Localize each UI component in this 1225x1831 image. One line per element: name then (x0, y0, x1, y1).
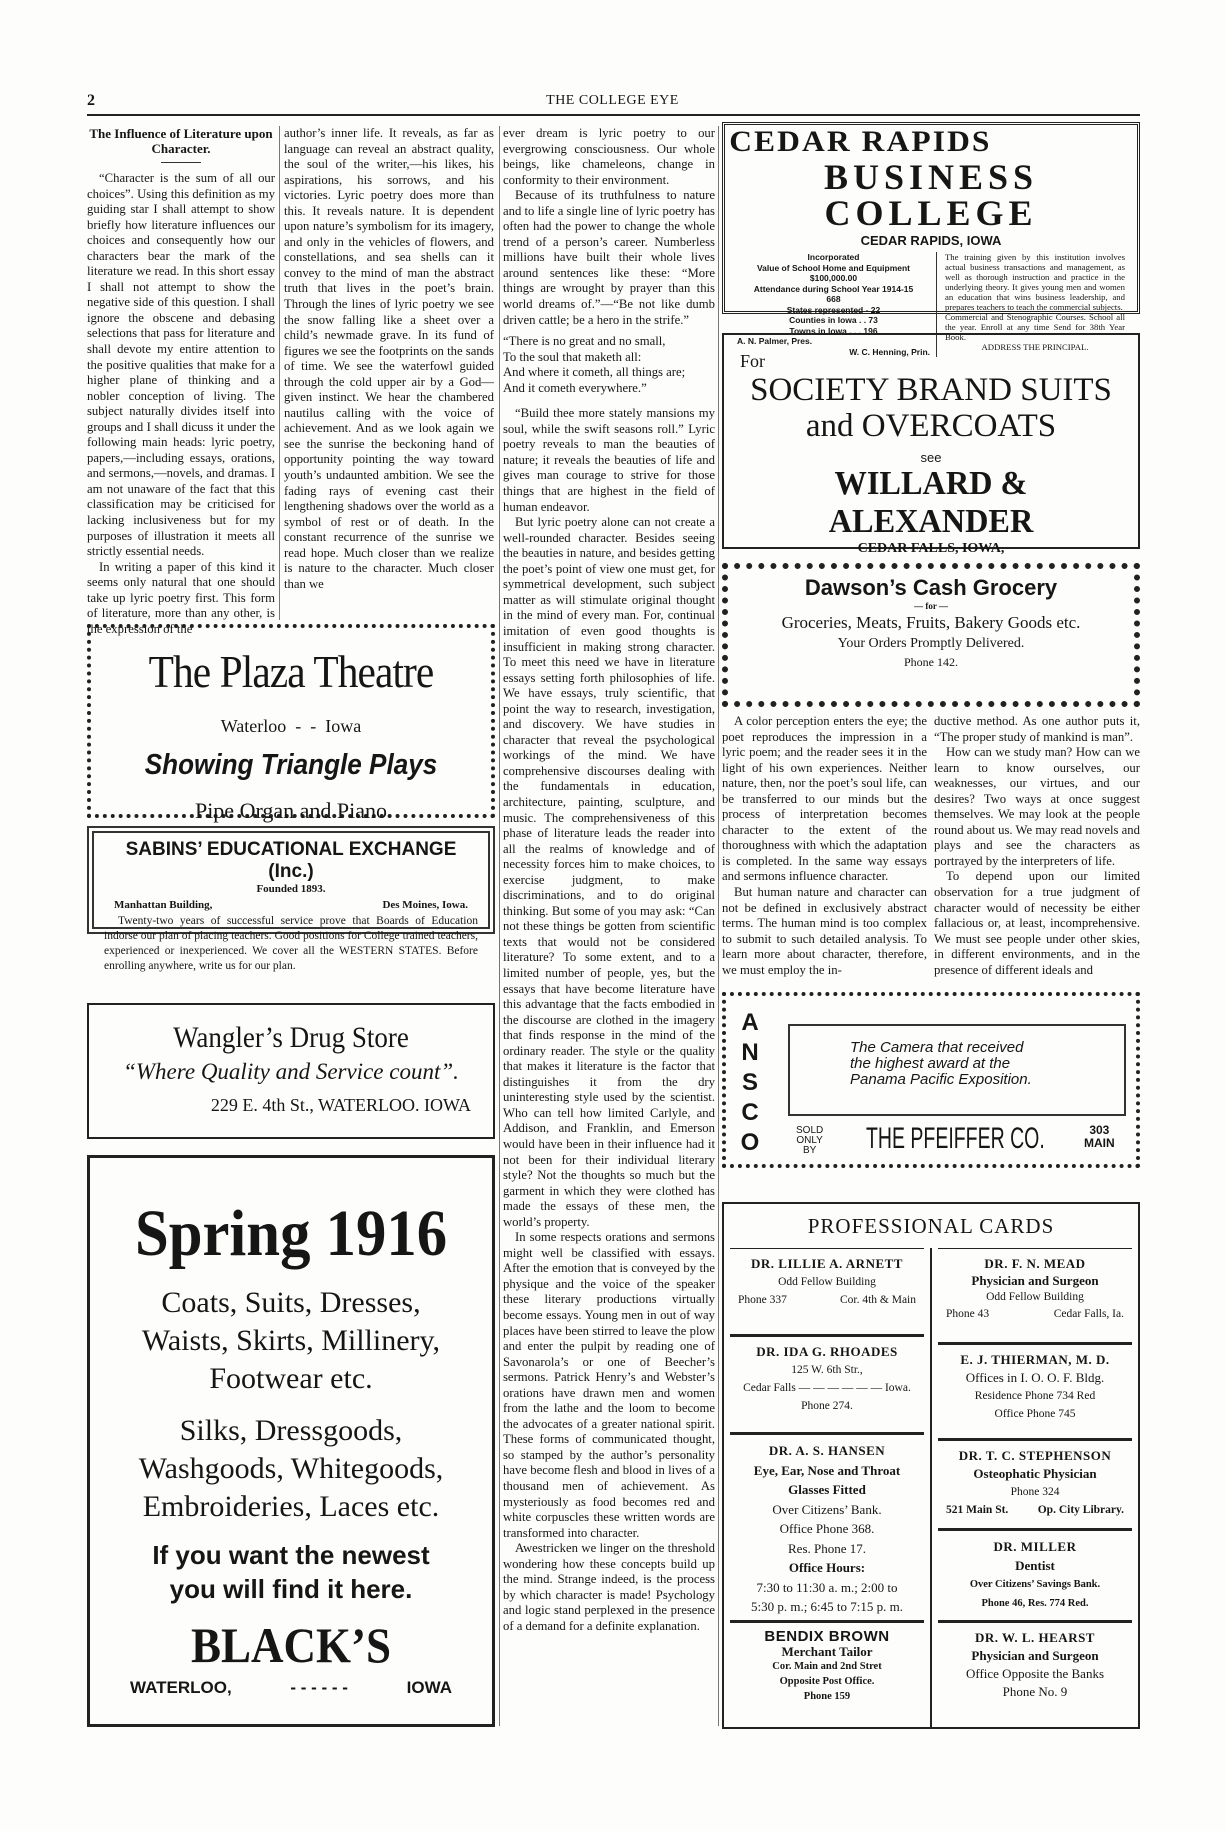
principal: W. C. Henning, Prin. (849, 346, 930, 357)
card-name: DR. LILLIE A. ARNETT (751, 1256, 903, 1271)
card-line: Glasses Fitted (788, 1482, 866, 1497)
ad-tagline: Showing Triangle Plays (144, 749, 438, 781)
ad-title: SABINS’ EDUCATIONAL EXCHANGE (Inc.) (125, 839, 457, 882)
sabins-ad (87, 826, 495, 972)
ad-for: For (740, 351, 766, 371)
card-name: DR. F. N. MEAD (984, 1256, 1086, 1271)
card-phone: Phone No. 9 (1002, 1684, 1068, 1699)
ad-location: Waterloo - - Iowa (220, 716, 362, 736)
dealer-address (1084, 1124, 1115, 1150)
card-hours: 5:30 p. m.; 6:45 to 7:15 p. m. (750, 1599, 904, 1614)
ad-dashes: - - - - - - (290, 1678, 348, 1697)
card-phone: Phone 337 (738, 1294, 787, 1306)
card-location: Op. City Library. (1037, 1504, 1124, 1516)
ansco-camera-ad (722, 992, 1140, 1168)
poem-line: To the soul that maketh all: (503, 349, 642, 364)
paragraph: “Build thee more stately mansions my soul, while the swift seasons roll.” Lyric poetry reveals to man the beauties of nature; it reveals the beauties of life and gives man courage to strive for those things that are highest in the field of human endeavor. (503, 406, 715, 514)
paragraph: To depend upon our limited observation for a true judgment of character would of necessity be either fallacious or, at least, incomprehensive. We must see people under other skies, in different environments, and in the presence of different ideals and (934, 869, 1140, 977)
card-name: DR. A. S. HANSEN (768, 1443, 886, 1458)
title-rule (161, 162, 201, 163)
card-address: Cor. Main and 2nd Stret (772, 1661, 882, 1672)
article-column-4 (722, 714, 927, 988)
article-title: The Influence of Literature upon Character. (89, 126, 273, 156)
ad-word: BY (802, 1145, 817, 1156)
card-name: E. J. THIERMAN, M. D. (960, 1352, 1110, 1367)
newspaper-title: THE COLLEGE EYE (546, 93, 679, 108)
paragraph: author’s inner life. It reveals, as far as language can reveal an abstract quality, the soul of the writer,—his likes, his aspirations, his sorrows, and his victories. Lyric poetry does more than this. It reveals nature. It is dependent upon nature’s symbolism for its imagery, and only in the vehicles of flowers, and constellations, and sea shells can it convey to the mind of man the abstract truth that lives in the poet’s brain. Through the lines of lyric poetry we see the snow falling like a sheet over a child’s newmade grave. In its fund of figures we see the footprints on the sands of time. We see the waterfowl guided through the cold upper air by a God—given instinct. We hear the chambered nautilus calling with the voice of achievement. And as we look again we see the sunrise the beckoning hand of opportunity pointing the way toward youth’s undaunted ambition. We see the fading rays of evening cast their lengthening shadows over the world as a symbol of rest or of death. In the constant recurrence of the sunrise we read hope. Much closer than we realize is nature to the character. Much closer than we (284, 126, 494, 591)
card-location: Opposite Post Office. (779, 1676, 875, 1687)
ad-word: ONLY (796, 1135, 823, 1146)
card-specialty: Dentist (1015, 1558, 1055, 1573)
article-column-2 (284, 126, 494, 620)
card-name: DR. W. L. HEARST (975, 1630, 1095, 1645)
ad-see: see (920, 450, 942, 465)
stat-line: Value of School Home and Equipment (756, 262, 911, 273)
paragraph: How can we study man? How can we learn to know ourselves, our weaknesses, our virtues, and our desires? Two ways at once suggest themselves. We may look at the people round about us. We may read novels and plays and see the characters as portrayed by the interpreters of life. (934, 745, 1140, 868)
article-column-5 (934, 714, 1140, 988)
ad-body-2: Commercial and Stenographic Courses. School all the year. Enroll at any time Send for 38th Year Book. (945, 312, 1125, 342)
brand-letter: O (740, 1129, 760, 1156)
ad-state: IOWA (406, 1678, 452, 1697)
ad-line: the highest award at the (850, 1055, 1011, 1072)
card-specialty: Physician and Surgeon (971, 1273, 1099, 1288)
column-divider (499, 126, 500, 1726)
ad-word: SOLD (796, 1125, 824, 1136)
section-heading: PROFESSIONAL CARDS (724, 1202, 1138, 1248)
ad-line: SOCIETY BRAND SUITS (750, 372, 1112, 408)
store-name: WILLARD & ALEXANDER (828, 465, 1034, 540)
card-address: 521 Main St. (946, 1504, 1009, 1516)
card-building: Odd Fellow Building (986, 1291, 1084, 1303)
willard-alexander-ad (722, 333, 1140, 556)
president: A. N. Palmer, Pres. (737, 336, 813, 346)
dawsons-grocery-ad (722, 563, 1140, 707)
paragraph: But human nature and character can not be defined in exclusively abstract terms. The human mind is too complex to submit to such detailed analysis. To learn more about character, therefore, we must employ the in- (722, 885, 927, 977)
address-street: MAIN (1084, 1136, 1115, 1150)
ad-pitch: you will find it here. (169, 1574, 413, 1604)
ad-founded: Founded 1893. (256, 883, 326, 895)
ad-building: Manhattan Building, (114, 899, 213, 911)
card-phone: Office Phone 368. (779, 1521, 875, 1536)
wangler-drug-store-ad (87, 1003, 495, 1139)
ad-body: Twenty-two years of successful service prove that Boards of Education indorse our plan of placing teachers. Good positions for College trained teachers, experienced or inexperienced. We cover all the WESTERN STATES. Before enrolling anywhere, write us for our plan. (104, 915, 478, 972)
card-name: DR. IDA G. RHOADES (756, 1344, 898, 1359)
ad-title-line-1: CEDAR RAPIDS (729, 125, 992, 158)
card-location: Offices in I. O. O. F. Bldg. (965, 1370, 1105, 1385)
ad-line: Panama Pacific Exposition. (850, 1071, 1032, 1088)
ad-headline: Spring 1916 (134, 1197, 448, 1270)
brand-letter: C (741, 1099, 759, 1126)
ad-line: Washgoods, Whitegoods, (138, 1452, 444, 1485)
card-specialty: Merchant Tailor (781, 1644, 873, 1659)
professional-cards (722, 1202, 1140, 1729)
poem-quote (503, 334, 715, 396)
card-hours-label: Office Hours: (788, 1560, 866, 1575)
header-rule (87, 114, 1140, 116)
card-specialty: Osteophatic Physician (973, 1466, 1097, 1481)
card-phone: Phone 46, Res. 774 Red. (981, 1598, 1089, 1609)
card-hearst (938, 1620, 1132, 1727)
card-name: BENDIX BROWN (764, 1628, 890, 1645)
card-city: Cedar Falls — — — — — — Iowa. (743, 1382, 911, 1394)
poem-line: And where it cometh, all things are; (503, 365, 686, 380)
plaza-theatre-ad (87, 624, 495, 823)
ad-goods: Groceries, Meats, Fruits, Bakery Goods etc. (781, 613, 1081, 632)
card-building: Odd Fellow Building (778, 1276, 876, 1288)
ad-music: Pipe Organ and Piano (194, 798, 388, 823)
ad-body: The training given by this institution involves actual business transactions and management, as well as thorough instruction and practice in the underlying theory. It gives young men and women an education that wins business leadership, and prepares teachers to teach the commercial subjects. (945, 252, 1125, 312)
card-specialty: Eye, Ear, Nose and Throat (753, 1462, 901, 1478)
blacks-spring-ad (87, 1155, 495, 1727)
paragraph: “Character is the sum of all our choices”. Using this definition as my guiding star I shall attempt to show briefly how literature influences our choices and consequently how our characters bear the mark of the literature we read. In this short essay I shall not attempt to show the negative side of this question. I shall ignore the obscene and debasing selections that pass for literature and shall devote my entire attention to the positive qualities that make for a higher plane of thinking and a nobler conception of living. The subject naturally divides itself into groups and I shall dicuss it under the following main heads: lyric poetry, papers,—including essays, orations, and sermons,—novels, and dramas. I am not unaware of the fact that this classification may be criticised for lacking inclusiveness but for my purposes of illustration it meets all strictly essential needs. (87, 171, 275, 559)
brand-letter: N (741, 1039, 759, 1066)
card-thierman (938, 1342, 1132, 1438)
ad-for: — for — (914, 601, 948, 611)
paragraph: Because of its truthfulness to nature and to life a single line of lyric poetry has often had the power to change the whole trend of a person’s career. Numberless millions have built their whole lives around sentences like these: “More things are wrought by prayer than this world dreams of.”—“Be not like dumb driven cattle; be a hero in the strife.” (503, 188, 715, 327)
card-rhoades (730, 1334, 924, 1432)
card-bendix-brown (730, 1620, 924, 1727)
cards-column-right (930, 1248, 1138, 1727)
ad-line: and OVERCOATS (805, 408, 1057, 444)
ad-tagline-box (788, 1024, 1126, 1116)
article-column-1 (87, 126, 275, 636)
paragraph: ductive method. As one author puts it, “The proper study of mankind is man”. (934, 714, 1140, 744)
card-location: Office Opposite the Banks (965, 1666, 1105, 1681)
stat-line: 668 (826, 294, 841, 304)
ad-title: Wangler’s Drug Store (173, 1021, 409, 1054)
poem-line: “There is no great and no small, (503, 334, 666, 349)
sold-only-by (796, 1126, 823, 1156)
card-location: Over Citizens’ Savings Bank. (969, 1579, 1101, 1590)
card-phone: Phone 43 (946, 1308, 990, 1320)
cedar-rapids-business-college-ad (722, 122, 1140, 357)
paragraph: Awestricken we linger on the threshold wondering how these concepts build up the mind. Strange indeed, is the process by which character is made! Psychology and logic stand perplexed in the presence of a demand for a definite explanation. (503, 1541, 715, 1633)
ad-line: Waists, Skirts, Millinery, (141, 1324, 441, 1357)
card-phone: Res. Phone 17. (788, 1540, 866, 1556)
ad-city: WATERLOO, (130, 1678, 232, 1697)
dealer-name: THE PFEIFFER CO. (866, 1122, 1045, 1155)
stat-line: Towns in Iowa . . . 196 (789, 325, 878, 336)
ad-line: Footwear etc. (209, 1362, 373, 1395)
column-divider (279, 126, 280, 620)
card-location: Over Citizens’ Bank. (772, 1501, 882, 1517)
paragraph: ever dream is lyric poetry to our evergrowing consciousness. Our whole beings, like chameleons, change in conformity to their environment. (503, 126, 715, 187)
stat-line: $100,000.00 (809, 273, 858, 283)
card-phone: Phone 274. (801, 1400, 853, 1412)
card-arnett (730, 1248, 924, 1334)
card-phone: Office Phone 745 (994, 1408, 1076, 1420)
brand-letter: S (741, 1069, 758, 1096)
stat-line: Incorporated (807, 252, 860, 262)
card-miller (938, 1528, 1132, 1620)
paragraph: But lyric poetry alone can not create a well-rounded character. Besides seeing the beauties in nature, and besides getting the poet’s point of view one must get, for symmetrical development, such subject matter as will stimulate original thought in the mind of every man. For, continual imitation of even good thoughts is insufficient in making strong character. To meet this need we have in literature essays setting forth philosophies of life. We have essays, truly scientific, that point the way to research, investigation, and discovery. We have studies in character that reveal the psychological workings of the mind. We have comprehensive discourses dealing with the fundamentals in education, architecture, painting, sculpture, and music. The comprehensiveness of this phase of literature leads the reader into all the realms of knowledge and of necessity forces him to make choices, to exercise judgment, to make discriminations, and to do original thinking. But some of you may ask: “Can not these things be gotten from scientific texts that would not be considered literature? To some extent, and to a limited number of people, yes, but the essays that have become literature have this advantage that the facts embodied in the discourse are clothed in the imagery that finds response in the mind of the ordinary reader. The style or the quality that makes it literature is the factor that distinguishes it from the dry uninteresting style used by the scientist. Who can tell how limited Carlyle, and Addison, and Franklin, and Emerson would have been in their influence had it not been for their individual literary style? Not the thoughts so much but the garment in which they were clothed has made the essays of these men, the world’s property. (503, 515, 715, 1229)
stat-line: Counties in Iowa . . 73 (789, 315, 878, 325)
column-divider (718, 126, 719, 1726)
ad-phone: Phone 142. (904, 655, 958, 669)
article-column-3 (503, 126, 715, 1728)
card-phone: Residence Phone 734 Red (974, 1390, 1096, 1402)
card-hansen (730, 1432, 924, 1620)
ad-location: CEDAR RAPIDS, IOWA (860, 233, 1002, 248)
paragraph: A color perception enters the eye; the poet reproduces the impression in a lyric poem; and the reader sees it in the light of his own experiences. Neither nature, then, nor the poet’s soul life, can be transferred to our minds but the process of interpretation becomes character to the extent of the thoroughness with which the adaptation is completed. In the same way essays and sermons influence character. (722, 714, 927, 884)
ad-slogan: “Where Quality and Service count”. (123, 1059, 459, 1084)
card-address: Cor. 4th & Main (839, 1294, 916, 1306)
address-number: 303 (1089, 1123, 1110, 1137)
stat-line: Attendance during School Year 1914-15 (753, 283, 914, 294)
cards-column-left (724, 1248, 930, 1727)
paragraph: In some respects orations and sermons might well be classified with essays. After the emotion that is conveyed by the physique and the voice of the speaker these literary productions virtually become essays. Young men in out of way places have been stirred to leave the plow and enter the pulpit by reading one of Savonarola’s or one of Beecher’s sermons. Patrick Henry’s and Webster’s orations have drawn men and women from the lathe and the loom to become the advocates of a greater national spirit. These forms of communicated thought, so stamped by the author’s personality have become flesh and blood in lives of a thousand men of achievement. As mysteriously as food becomes red and white corpuscles these written words are transformed into character. (503, 1230, 715, 1540)
card-stephenson (938, 1438, 1132, 1528)
ad-line: Coats, Suits, Dresses, (161, 1286, 421, 1319)
ad-city: Des Moines, Iowa. (382, 899, 468, 911)
card-specialty: Physician and Surgeon (971, 1648, 1099, 1663)
store-name: Dawson’s Cash Grocery (804, 575, 1058, 600)
card-name: DR. MILLER (993, 1539, 1077, 1554)
card-address: 125 W. 6th Str., (791, 1364, 863, 1376)
ad-pitch: If you want the newest (152, 1540, 430, 1570)
ad-line: Embroideries, Laces etc. (142, 1490, 440, 1523)
ad-line: Silks, Dressgoods, (179, 1414, 403, 1447)
card-mead (938, 1248, 1132, 1342)
card-name: DR. T. C. STEPHENSON (958, 1448, 1112, 1463)
stat-line: States represented - 22 (786, 304, 881, 315)
card-hours: 7:30 to 11:30 a. m.; 2:00 to (756, 1579, 898, 1595)
ad-delivery: Your Orders Promptly Delivered. (837, 636, 1025, 651)
ad-title: The Plaza Theatre (148, 647, 434, 697)
ad-line: The Camera that received (850, 1039, 1024, 1056)
page-number: 2 (87, 92, 95, 109)
ad-address: 229 E. 4th St., WATERLOO. IOWA (210, 1095, 471, 1115)
brand-letter: A (741, 1009, 759, 1036)
ad-city: CEDAR FALLS, IOWA, (857, 541, 1005, 556)
ansco-brand (738, 1008, 762, 1158)
paragraph: In writing a paper of this kind it seems only natural that one should take up lyric poetry first. This form of literature, more than any other, is the expression of the (87, 559, 275, 636)
store-name: BLACK’S (190, 1617, 392, 1673)
poem-line: And it cometh everywhere.” (503, 380, 647, 395)
card-city: Cedar Falls, Ia. (1053, 1308, 1124, 1320)
ad-title-line-2: BUSINESS COLLEGE (823, 157, 1039, 233)
ad-address: ADDRESS THE PRINCIPAL. (981, 342, 1089, 352)
card-phone: Phone 159 (803, 1691, 851, 1702)
card-phone: Phone 324 (1010, 1486, 1060, 1498)
